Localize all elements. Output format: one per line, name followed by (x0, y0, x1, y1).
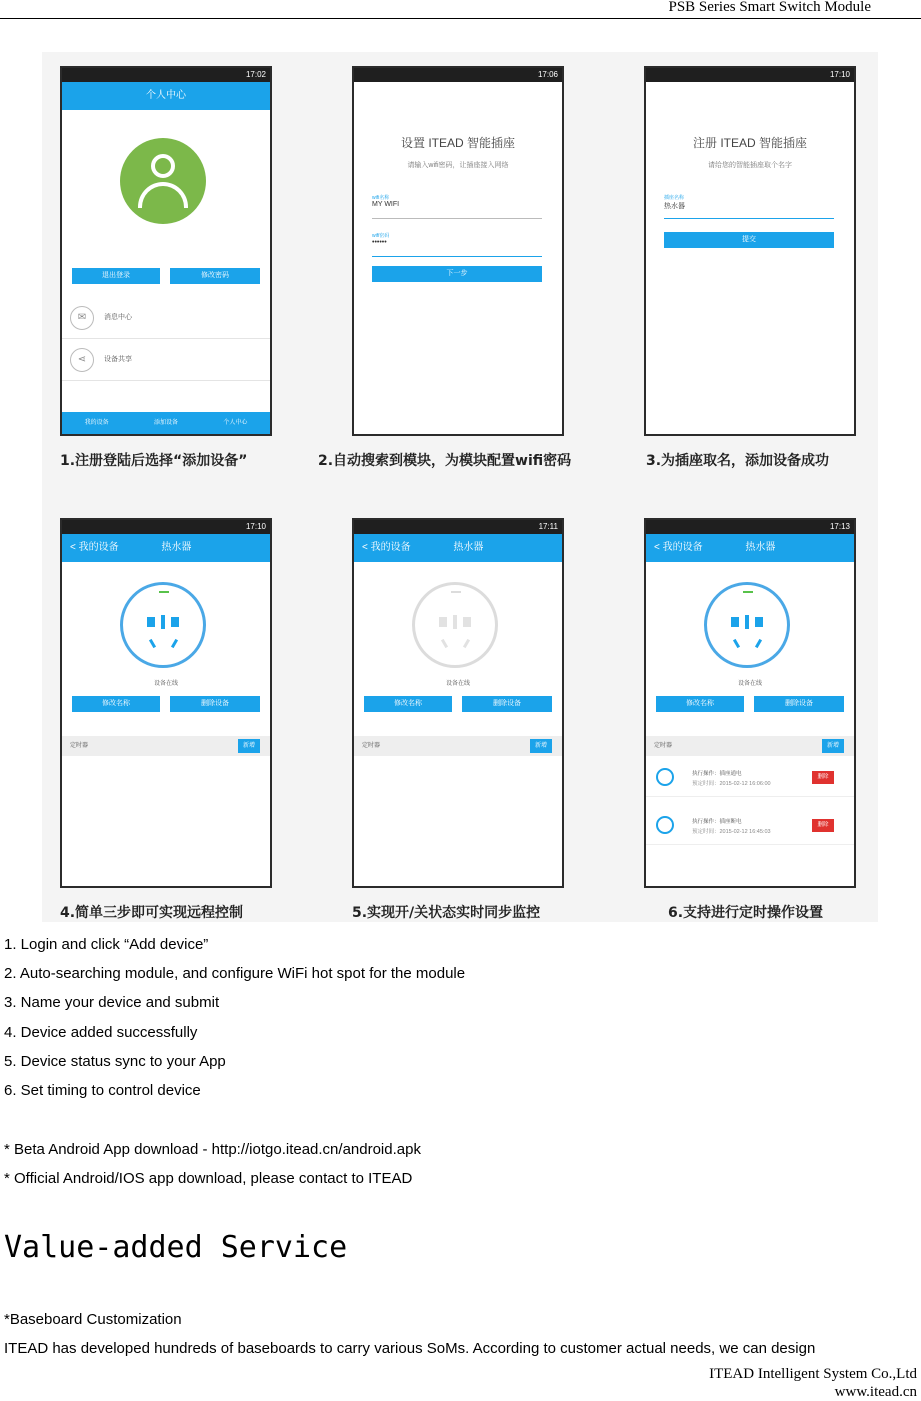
timer-label: 定时器 (70, 743, 89, 749)
step-line: 4. Device added successfully (4, 1024, 198, 1041)
timer-row[interactable] (646, 760, 854, 797)
field-label: wifi密码 (372, 233, 390, 239)
device-status-label: 设备在线 (153, 681, 178, 687)
caption-3: 3.为插座取名，添加设备成功 (646, 453, 830, 469)
status-bar: 17:02 (62, 68, 270, 82)
phone-screen-3 (644, 66, 856, 436)
share-icon: ⋖ (70, 348, 94, 372)
logout-button[interactable]: 退出登录 (72, 268, 160, 284)
phone-screen-1 (60, 66, 272, 436)
list-item-device-share[interactable] (62, 340, 270, 381)
field-value: •••••• (372, 239, 387, 246)
alarm-clock-icon (656, 768, 674, 786)
timer-action: 执行操作：插座通电 (692, 771, 742, 777)
screen-title: 设置 ITEAD 智能插座 (400, 136, 515, 150)
add-timer-button[interactable]: 新增 (530, 739, 552, 753)
caption-4: 4.简单三步即可实现远程控制 (60, 905, 244, 921)
change-password-button[interactable]: 修改密码 (170, 268, 260, 284)
rename-button[interactable]: 修改名称 (656, 696, 744, 712)
section-title: Value-added Service (4, 1230, 348, 1265)
bottom-tab-bar (62, 412, 270, 434)
add-timer-button[interactable]: 新增 (822, 739, 844, 753)
timer-header (646, 736, 854, 756)
status-bar: 17:13 (646, 520, 854, 534)
app-bar-title: 热水器 (161, 542, 192, 553)
timer-row[interactable] (646, 808, 854, 845)
step-line: 2. Auto-searching module, and configure WiFi hot spot for the module (4, 965, 466, 982)
caption-1: 1.注册登陆后选择“添加设备” (60, 453, 248, 469)
caption-2: 2.自动搜索到模块，为模块配置wifi密码 (318, 453, 572, 469)
timer-time: 预定时间：2015-02-12 16:45:03 (692, 829, 771, 835)
device-name-field[interactable] (664, 194, 834, 219)
page-header (0, 0, 921, 19)
phone-screen-5 (352, 518, 564, 888)
tab-personal-center[interactable]: 个人中心 (223, 420, 248, 426)
app-bar-title: 个人中心 (62, 82, 270, 110)
caption-6: 6.支持进行定时操作设置 (668, 905, 824, 921)
device-status-label: 设备在线 (737, 681, 762, 687)
delete-device-button[interactable]: 删除设备 (170, 696, 260, 712)
step-line: 3. Name your device and submit (4, 994, 220, 1011)
device-status-label: 设备在线 (445, 681, 470, 687)
avatar-icon (120, 138, 206, 224)
delete-timer-button[interactable]: 删除 (812, 819, 834, 832)
back-button[interactable]: < 我的设备 (654, 542, 703, 553)
field-label: 插座名称 (664, 195, 685, 201)
phone-screen-2 (352, 66, 564, 436)
status-bar: 17:06 (354, 68, 562, 82)
step-line: 1. Login and click “Add device” (4, 936, 209, 953)
screen-subtitle: 请输入wifi密码，让插座接入网络 (407, 162, 509, 169)
field-value: MY WIFI (372, 201, 400, 208)
alarm-clock-icon (656, 816, 674, 834)
app-bar (354, 534, 562, 562)
socket-power-icon[interactable] (704, 582, 790, 668)
delete-device-button[interactable]: 删除设备 (462, 696, 552, 712)
caption-5: 5.实现开/关状态实时同步监控 (352, 905, 541, 921)
screen-subtitle: 请给您的智能插座取个名字 (708, 162, 792, 169)
app-bar-title: 热水器 (745, 542, 776, 553)
delete-device-button[interactable]: 删除设备 (754, 696, 844, 712)
field-value: 热水器 (664, 203, 685, 210)
list-item-label: 消息中心 (104, 314, 132, 321)
socket-power-icon[interactable] (120, 582, 206, 668)
next-button[interactable]: 下一步 (372, 266, 542, 282)
body-paragraph: ITEAD has developed hundreds of baseboards to carry various SoMs. According to customer actual needs, we can design (4, 1340, 816, 1357)
subsection-title: *Baseboard Customization (4, 1311, 182, 1328)
delete-timer-button[interactable]: 删除 (812, 771, 834, 784)
step-line: 5. Device status sync to your App (4, 1053, 226, 1070)
status-bar: 17:10 (62, 520, 270, 534)
phone-screen-4 (60, 518, 272, 888)
app-bar (646, 534, 854, 562)
wifi-password-field[interactable] (372, 232, 542, 257)
status-bar: 17:10 (646, 68, 854, 82)
back-button[interactable]: < 我的设备 (70, 542, 119, 553)
add-timer-button[interactable]: 新增 (238, 739, 260, 753)
back-button[interactable]: < 我的设备 (362, 542, 411, 553)
list-item-message-center[interactable] (62, 298, 270, 339)
wifi-name-field[interactable] (372, 194, 542, 219)
header-title: PSB Series Smart Switch Module (668, 0, 871, 15)
timer-header (354, 736, 562, 756)
timer-label: 定时器 (362, 743, 381, 749)
timer-time: 预定时间：2015-02-12 16:06:00 (692, 781, 771, 787)
note-line: * Beta Android App download - http://iotgo.itead.cn/android.apk (4, 1141, 421, 1158)
timer-label: 定时器 (654, 743, 673, 749)
rename-button[interactable]: 修改名称 (364, 696, 452, 712)
field-label: wifi名称 (372, 195, 390, 201)
submit-button[interactable]: 提交 (664, 232, 834, 248)
footer-company: ITEAD Intelligent System Co.,Ltd (709, 1366, 917, 1382)
socket-power-icon[interactable] (412, 582, 498, 668)
tab-add-device[interactable]: 添加设备 (153, 420, 178, 426)
timer-action: 执行操作：插座断电 (692, 819, 742, 825)
list-item-label: 设备共享 (104, 356, 132, 363)
tab-my-devices[interactable]: 我的设备 (84, 420, 109, 426)
rename-button[interactable]: 修改名称 (72, 696, 160, 712)
mail-icon: ✉ (70, 306, 94, 330)
phone-screen-6 (644, 518, 856, 888)
screenshot-collage (42, 52, 878, 922)
app-bar-title: 热水器 (453, 542, 484, 553)
note-line: * Official Android/IOS app download, please contact to ITEAD (4, 1170, 413, 1187)
step-line: 6. Set timing to control device (4, 1082, 201, 1099)
status-bar: 17:11 (354, 520, 562, 534)
footer-website: www.itead.cn (834, 1384, 917, 1400)
screen-title: 注册 ITEAD 智能插座 (692, 136, 807, 150)
app-bar (62, 534, 270, 562)
timer-header (62, 736, 270, 756)
